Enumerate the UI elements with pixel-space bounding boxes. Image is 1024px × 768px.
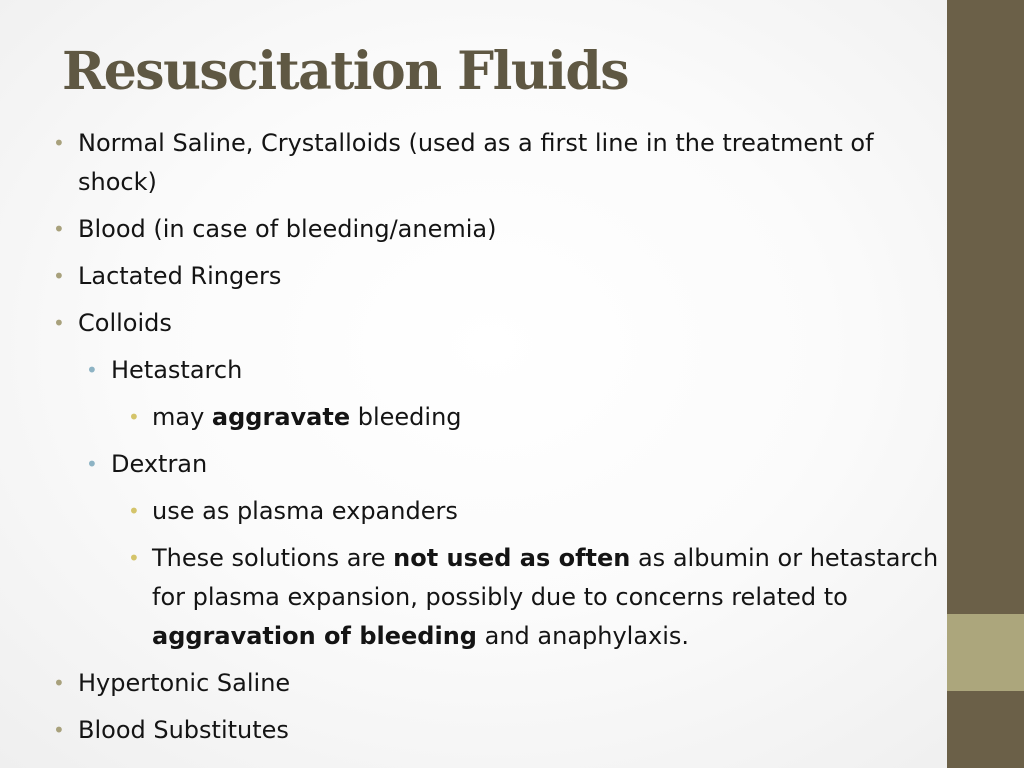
side-bar-top (947, 0, 1024, 614)
bullet-text: Lactated Ringers (78, 262, 282, 290)
bullet-text: Colloids (78, 309, 172, 337)
bullet-item-level-3 (0, 539, 940, 656)
bullet-item-level-1 (0, 124, 940, 202)
side-bar-accent (947, 614, 1024, 691)
bullet-dot-icon: • (53, 264, 65, 288)
bullet-text: use as plasma expanders (152, 497, 458, 525)
bullet-text: Blood (in case of bleeding/anemia) (78, 215, 497, 243)
slide-title: Resuscitation Fluids (62, 41, 629, 102)
bullet-dot-icon: • (128, 405, 140, 429)
bullet-item-level-1 (0, 210, 940, 249)
bullet-item-level-1 (0, 257, 940, 296)
bullet-text: Dextran (111, 450, 208, 478)
bullet-item-level-1 (0, 664, 940, 703)
bullet-list (0, 124, 940, 758)
bullet-text: Hetastarch (111, 356, 243, 384)
bullet-dot-icon: • (86, 452, 98, 476)
side-bar (947, 0, 1024, 768)
bullet-item-level-2 (0, 351, 940, 390)
bullet-dot-icon: • (53, 311, 65, 335)
bullet-text: as albumin or hetastarch for plasma expansion, possibly due to concerns related to (152, 544, 939, 611)
bullet-item-level-3 (0, 492, 940, 531)
bullet-text: may (152, 403, 212, 431)
bullet-text-bold: aggravate (211, 403, 351, 431)
bullet-dot-icon: • (128, 546, 140, 570)
bullet-dot-icon: • (53, 217, 65, 241)
bullet-text: These solutions are (152, 544, 394, 572)
bullet-item-level-3 (0, 398, 940, 437)
bullet-text: Normal Saline, Crystalloids (used as a first line in the treatment of shock) (78, 129, 874, 196)
bullet-dot-icon: • (53, 718, 65, 742)
bullet-item-level-1 (0, 711, 940, 750)
bullet-text: bleeding (350, 403, 462, 431)
bullet-dot-icon: • (86, 358, 98, 382)
bullet-item-level-2 (0, 445, 940, 484)
bullet-item-level-1 (0, 304, 940, 343)
bullet-text: and anaphylaxis. (476, 622, 690, 650)
bullet-text: Hypertonic Saline (78, 669, 291, 697)
bullet-text-bold: not used as often (393, 544, 631, 572)
bullet-text: Blood Substitutes (78, 716, 289, 744)
bullet-dot-icon: • (53, 131, 65, 155)
bullet-text-bold: aggravation of bleeding (152, 622, 477, 650)
side-bar-bottom (947, 691, 1024, 768)
bullet-dot-icon: • (128, 499, 140, 523)
bullet-dot-icon: • (53, 671, 65, 695)
